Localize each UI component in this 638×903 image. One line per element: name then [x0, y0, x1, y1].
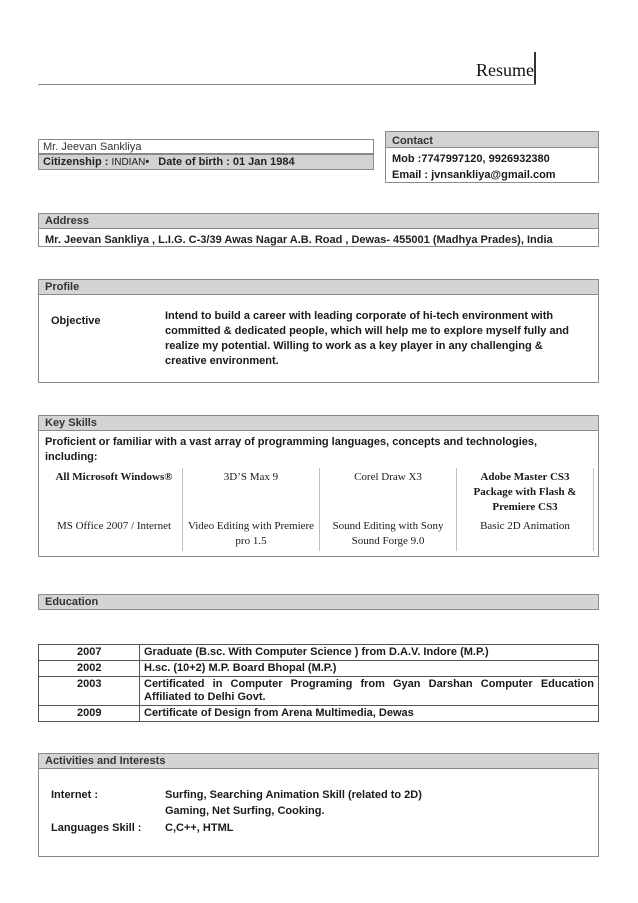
- objective-text: Intend to build a career with leading corporate of hi-tech environment with committed & dedicated people, which will help me to explore myself fully and realize my potential. Willing to work as a key player in any challenging & creative environment.: [165, 310, 570, 367]
- education-detail: Graduate (B.sc. With Computer Science ) from D.A.V. Indore (M.P.): [140, 645, 599, 661]
- objective-label: Objective: [51, 315, 101, 327]
- contact-body-box: [385, 148, 599, 183]
- skills-row: [46, 468, 594, 517]
- table-row: [39, 661, 599, 677]
- date-of-birth: Date of birth : 01 Jan 1984: [158, 156, 295, 168]
- skills-intro: Proficient or familiar with a vast array of programming languages, concepts and technologies, including:: [45, 436, 538, 463]
- internet-line-1: Surfing, Searching Animation Skill (related to 2D): [165, 789, 422, 801]
- skills-grid: [46, 468, 594, 551]
- address-value: Mr. Jeevan Sankliya , L.I.G. C-3/39 Awas Nagar A.B. Road , Dewas- 455001 (Madhya Prades), India: [45, 234, 553, 246]
- contact-email: Email : jvnsankliya@gmail.com: [392, 169, 556, 181]
- table-row: [39, 677, 599, 706]
- candidate-name: Mr. Jeevan Sankliya: [43, 141, 142, 153]
- skills-heading: Key Skills: [38, 415, 599, 431]
- citizenship-label: Citizenship :: [43, 156, 109, 168]
- internet-line-2: Gaming, Net Surfing, Cooking.: [165, 805, 325, 817]
- name-box: [38, 139, 374, 154]
- skill-cell: Basic 2D Animation: [457, 517, 594, 551]
- activities-heading: Activities and Interests: [38, 753, 599, 769]
- table-row: [39, 645, 599, 661]
- contact-mobile: Mob :7747997120, 9926932380: [392, 153, 550, 165]
- resume-title: Resume: [476, 60, 534, 80]
- skill-cell: Sound Editing with Sony Sound Forge 9.0: [320, 517, 457, 551]
- profile-body: [38, 295, 599, 383]
- table-row: [39, 706, 599, 722]
- education-year: 2007: [39, 645, 140, 661]
- profile-heading: Profile: [38, 279, 599, 295]
- languages-value: C,C++, HTML: [165, 822, 234, 834]
- skill-cell: All Microsoft Windows®: [46, 468, 183, 517]
- citizenship-value: INDIAN: [111, 157, 146, 168]
- skills-row: [46, 517, 594, 551]
- education-table: [38, 644, 599, 722]
- activities-body: [38, 769, 599, 857]
- contact-heading-box: [385, 131, 599, 148]
- education-detail: H.sc. (10+2) M.P. Board Bhopal (M.P.): [140, 661, 599, 677]
- bullet-separator: •: [145, 156, 150, 168]
- education-year: 2009: [39, 706, 140, 722]
- address-body: [38, 229, 599, 247]
- internet-label: Internet :: [51, 789, 99, 801]
- education-detail: Certificate of Design from Arena Multimedia, Dewas: [140, 706, 599, 722]
- education-year: 2003: [39, 677, 140, 706]
- education-detail: Certificated in Computer Programing from Gyan Darshan Computer Education Affiliated to Delhi Govt.: [140, 677, 599, 706]
- skill-cell: Video Editing with Premiere pro 1.5: [183, 517, 320, 551]
- education-heading: Education: [38, 594, 599, 610]
- header-vertical-bar: [534, 52, 536, 84]
- skill-cell: 3D’S Max 9: [183, 468, 320, 517]
- contact-heading: Contact: [392, 135, 433, 147]
- skill-cell: Corel Draw X3: [320, 468, 457, 517]
- address-heading: Address: [38, 213, 599, 229]
- education-year: 2002: [39, 661, 140, 677]
- citizenship-box: [38, 154, 374, 170]
- skill-cell: Adobe Master CS3 Package with Flash & Premiere CS3: [457, 468, 594, 517]
- languages-label: Languages Skill :: [51, 822, 142, 834]
- skill-cell: MS Office 2007 / Internet: [46, 517, 183, 551]
- header-rule: [38, 84, 536, 85]
